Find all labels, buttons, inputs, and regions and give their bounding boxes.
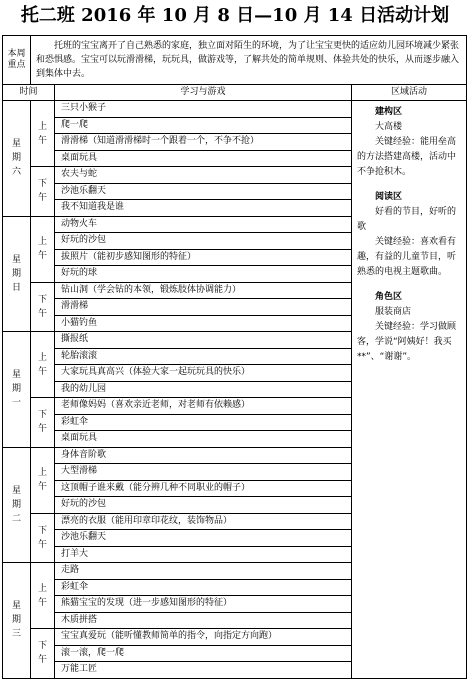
area-experience: 关键经验：学习做顾客，学说“阿姨好！我买**”、“谢谢”。 [357,322,457,362]
activity-item: 动物火车 [55,216,352,233]
morning-label: 上 午 [31,216,55,282]
activity-item: 我不知道我是谁 [55,200,352,217]
activity-item: 农夫与蛇 [55,167,352,184]
activity-item: 爬一爬 [55,117,352,134]
afternoon-label: 下 午 [31,629,55,679]
day-label: 星 期 二 [3,447,31,563]
activity-item: 彩虹伞 [55,579,352,596]
area-block [357,290,461,365]
activity-item: 万能工匠 [55,662,352,679]
activity-item: 彩虹伞 [55,414,352,431]
activity-item: 这顶帽子谁来戴（能分辨几种不同职业的帽子） [55,480,352,497]
day-label: 星 期 日 [3,216,31,332]
morning-label: 上 午 [31,332,55,398]
activity-item: 沙池乐翻天 [55,183,352,200]
activity-item: 滚一滚，爬一爬 [55,645,352,662]
activity-item: 滑滑梯（知道滑滑梯时一个跟着一个，不争不抢） [55,134,352,151]
weekly-focus-label: 本周重点 [3,36,31,85]
activity-item: 滑滑梯 [55,299,352,316]
header-areas: 区域活动 [352,85,467,101]
activity-item: 木质拼搭 [55,612,352,629]
activity-item: 我的幼儿园 [55,381,352,398]
activity-item: 三只小猴子 [55,101,352,118]
activity-item: 走路 [55,563,352,580]
activity-item: 沙池乐翻天 [55,530,352,547]
header-row [3,85,467,101]
afternoon-label: 下 午 [31,282,55,332]
activity-plan-table [2,35,467,679]
activity-item: 熊猫宝宝的发现（进一步感知图形的特征） [55,596,352,613]
header-time: 时间 [3,85,55,101]
activity-item: 桌面玩具 [55,150,352,167]
area-experience: 关键经验：喜欢看有趣，有益的儿童节目，听熟悉的电视主题歌曲。 [357,237,457,277]
activity-item: 撕报纸 [55,332,352,349]
activity-item: 身体音阶歌 [55,447,352,464]
activity-item: 钻山洞（学会钻的本领，锻炼肢体协调能力） [55,282,352,299]
activity-item: 大型滑梯 [55,464,352,481]
area-material: 大高楼 [375,122,403,132]
morning-label: 上 午 [31,563,55,629]
weekly-focus-text: 托班的宝宝离开了自己熟悉的家庭，独立面对陌生的环境，为了让宝宝更快的适应幼儿园环境减少紧张和恐惧感。宝宝可以玩滑滑梯，玩玩具，做游戏等，了解共处的简单规则、体验共处的快乐，从而逐步融入到集体中去。 [31,36,467,85]
afternoon-label: 下 午 [31,398,55,448]
day-label: 星 期 三 [3,563,31,679]
activity-item: 大家玩具真高兴（体验大家一起玩玩具的快乐） [55,365,352,382]
activity-item: 老师像妈妈（喜欢亲近老师，对老师有依赖感） [55,398,352,415]
activity-item: 漂亮的衣服（能用印章印花纹，装饰物品） [55,513,352,530]
weekly-focus-row [3,36,467,85]
afternoon-label: 下 午 [31,513,55,563]
activity-item: 好玩的球 [55,266,352,283]
area-name: 角色区 [375,292,403,302]
area-name: 建构区 [375,107,403,117]
activity-item: 轮胎滚滚 [55,348,352,365]
area-material: 好看的节目，好听的歌 [357,207,457,232]
activity-item: 好玩的沙包 [55,233,352,250]
area-block [357,105,461,180]
area-experience: 关键经验：能用垒高的方法搭建高楼，活动中不争抢积木。 [357,137,457,177]
afternoon-label: 下 午 [31,167,55,217]
activity-item: 小猫钓鱼 [55,315,352,332]
activity-row [3,101,467,118]
area-block [357,190,461,280]
day-label: 星 期 六 [3,101,31,217]
activity-item: 桌面玩具 [55,431,352,448]
header-activities: 学习与游戏 [55,85,352,101]
morning-label: 上 午 [31,101,55,167]
activity-item: 拔照片（能初步感知图形的特征） [55,249,352,266]
activity-item: 宝宝真爱玩（能听懂教师简单的指令，向指定方向跑） [55,629,352,646]
activity-item: 好玩的沙包 [55,497,352,514]
day-label: 星 期 一 [3,332,31,448]
area-activities-cell [352,101,467,679]
page-title: 托二班 2016 年 10 月 8 日—10 月 14 日活动计划 [20,5,450,26]
area-material: 服装商店 [375,307,412,317]
activity-item: 打羊大 [55,546,352,563]
morning-label: 上 午 [31,447,55,513]
area-name: 阅读区 [375,192,403,202]
